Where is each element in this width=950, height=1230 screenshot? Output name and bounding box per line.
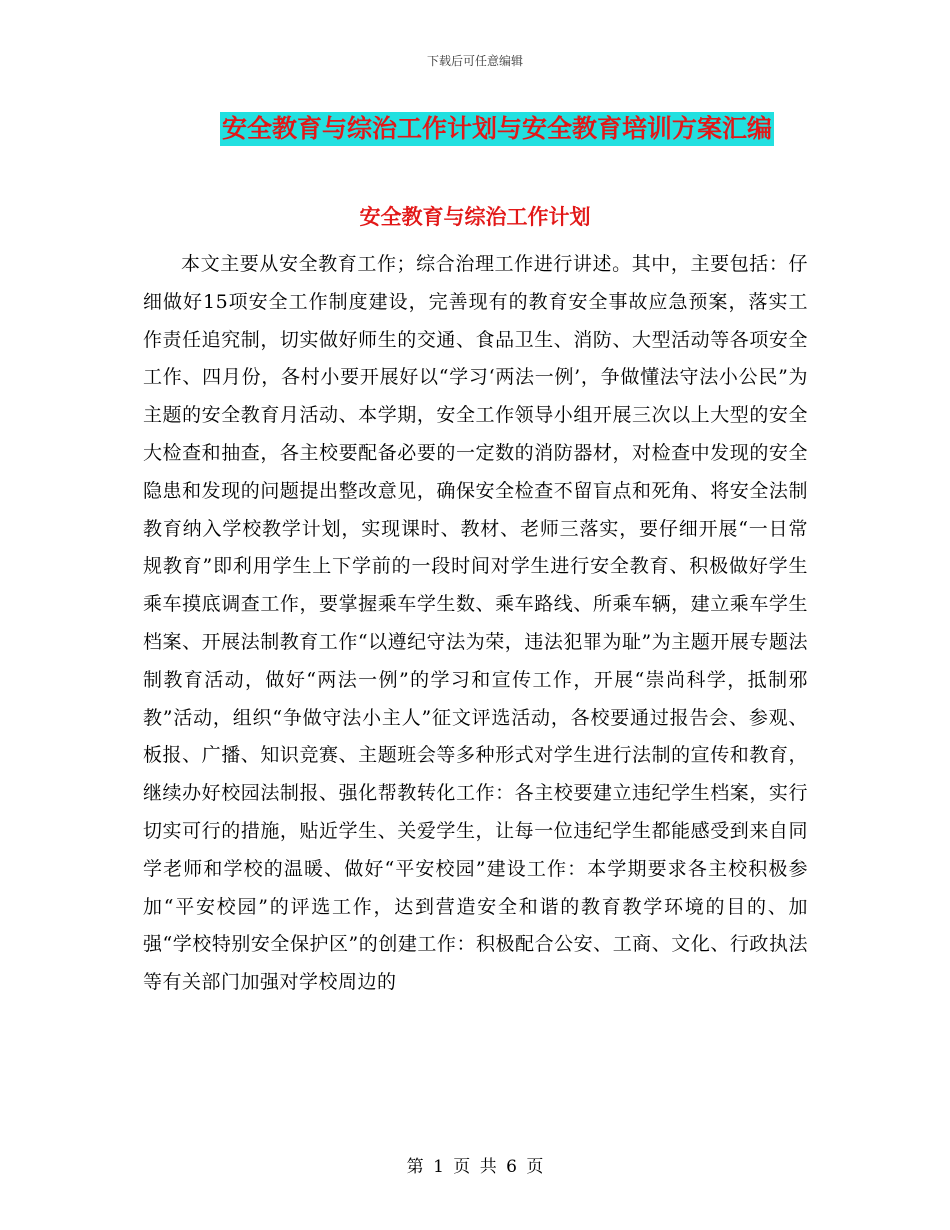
main-title: 安全教育与综治工作计划与安全教育培训方案汇编 bbox=[220, 112, 774, 146]
page-indicator: 第 1 页 共 6 页 bbox=[406, 1157, 544, 1177]
section-title: 安全教育与综治工作计划 bbox=[359, 205, 591, 229]
body-paragraph: 本文主要从安全教育工作；综合治理工作进行讲述。其中，主要包括：仔细做好15项安全工作制度建设，完善现有的教育安全事故应急预案，落实工作责任追究制，切实做好师生的交通、食品卫生、消防、大型活动等各项安全工作、四月份，各村小要开展好以“学习‘两法一例’，争做懂法守法小公民”为主题的安全教育月活动、本学期，安全工作领导小组开展三次以上大型的安全大检查和抽查，各主校要配备必要的一定数的消防器材，对检查中发现的安全隐患和发现的问题提出整改意见，确保安全检查不留盲点和死角、将安全法制教育纳入学校教学计划，实现课时、教材、老师三落实，要仔细开展“一日常规教育”即利用学生上下学前的一段时间对学生进行安全教育、积极做好学生乘车摸底调查工作，要掌握乘车学生数、乘车路线、所乘车辆，建立乘车学生档案、开展法制教育工作“以遵纪守法为荣，违法犯罪为耻”为主题开展专题法制教育活动，做好“两法一例”的学习和宣传工作，开展“崇尚科学，抵制邪教”活动，组织“争做守法小主人”征文评选活动，各校要通过报告会、参观、板报、广播、知识竞赛、主题班会等多种形式对学生进行法制的宣传和教育，继续办好校园法制报、强化帮教转化工作：各主校要建立违纪学生档案，实行切实可行的措施，贴近学生、关爱学生，让每一位违纪学生都能感受到来自同学老师和学校的温暖、做好“平安校园”建设工作：本学期要求各主校积极参加“平安校园”的评选工作，达到营造安全和谐的教育教学环境的目的、加强“学校特别安全保护区”的创建工作：积极配合公安、工商、文化、行政执法等有关部门加强对学校周边的 bbox=[143, 253, 808, 994]
header-note: 下载后可任意编辑 bbox=[426, 54, 523, 68]
main-title-container bbox=[0, 112, 950, 146]
